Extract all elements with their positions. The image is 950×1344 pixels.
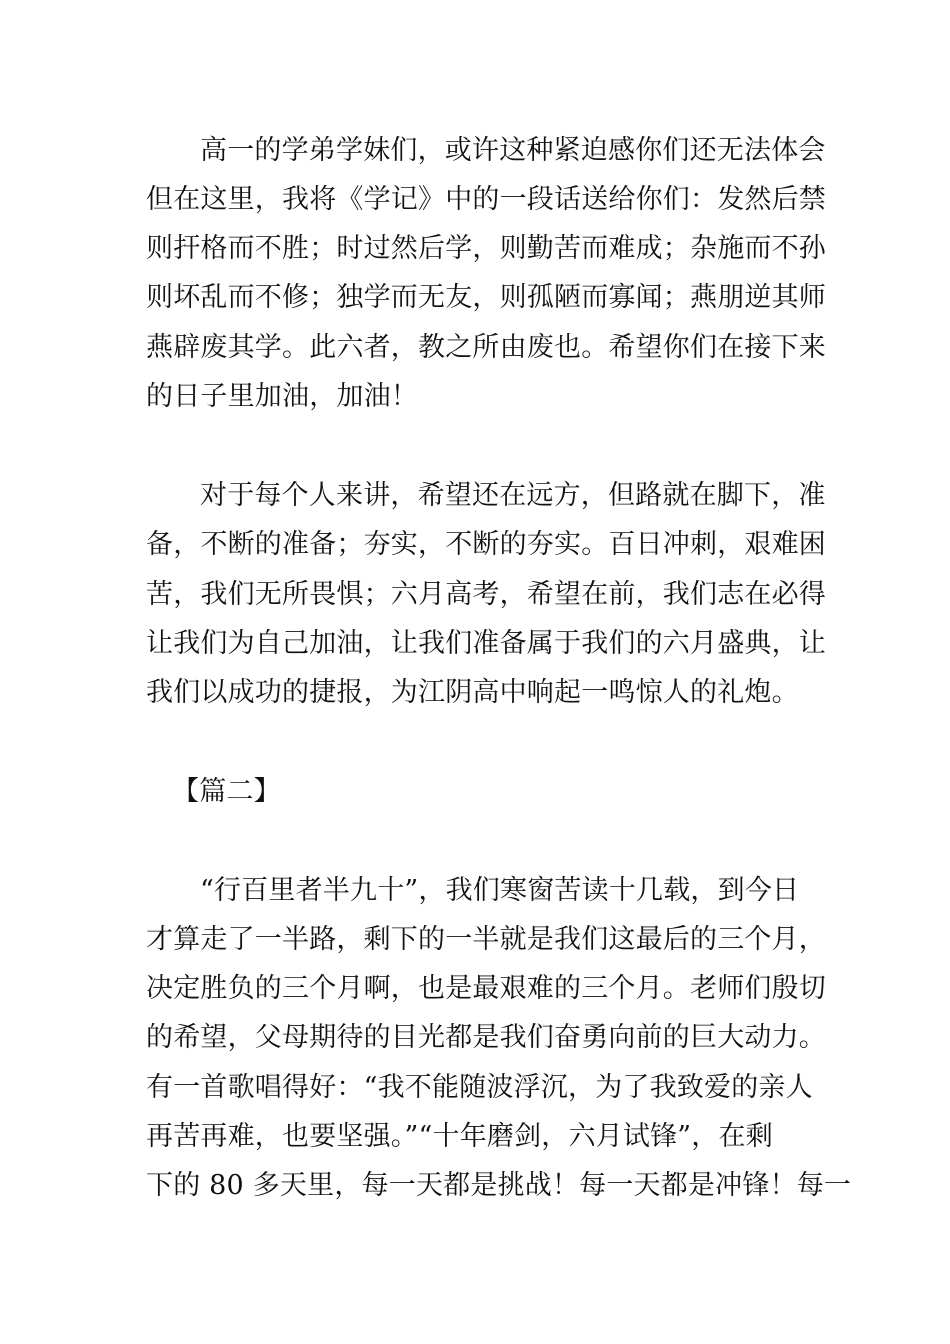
paragraph-3-line-1: “行百里者半九十”，我们寒窗苦读十几载，到今日 [200, 875, 800, 906]
paragraph-2-line-4: 让我们为自己加油，让我们准备属于我们的六月盛典，让 [146, 628, 826, 659]
paragraph-1-line-5: 燕辟废其学。此六者，教之所由废也。希望你们在接下来 [146, 332, 826, 363]
paragraph-2-line-5: 我们以成功的捷报，为江阴高中响起一鸣惊人的礼炮。 [146, 677, 799, 708]
paragraph-1-line-4: 则坏乱而不修；独学而无友，则孤陋而寡闻；燕朋逆其师 [146, 282, 826, 313]
paragraph-3-line-2: 才算走了一半路，剩下的一半就是我们这最后的三个月， [146, 924, 826, 955]
section-heading: 【篇二】 [172, 776, 281, 807]
paragraph-1-line-3: 则扞格而不胜；时过然后学，则勤苦而难成；杂施而不孙 [146, 233, 826, 264]
paragraph-3-line-5: 有一首歌唱得好：“我不能随波浮沉，为了我致爱的亲人 [146, 1072, 813, 1103]
paragraph-1-line-2: 但在这里，我将《学记》中的一段话送给你们：发然后禁 [146, 184, 826, 215]
paragraph-1-line-1: 高一的学弟学妹们，或许这种紧迫感你们还无法体会 [200, 135, 826, 166]
paragraph-2-line-2: 备，不断的准备；夯实，不断的夯实。百日冲刺，艰难困 [146, 529, 826, 560]
paragraph-3-line-3: 决定胜负的三个月啊，也是最艰难的三个月。老师们殷切 [146, 973, 826, 1004]
paragraph-2-line-3: 苦，我们无所畏惧；六月高考，希望在前，我们志在必得 [146, 579, 826, 610]
paragraph-3-line-7: 下的 80 多天里，每一天都是挑战！每一天都是冲锋！每一 [146, 1170, 852, 1201]
paragraph-2-line-1: 对于每个人来讲，希望还在远方，但路就在脚下，准 [200, 480, 826, 511]
paragraph-3-line-6: 再苦再难，也要坚强。”“十年磨剑，六月试锋”，在剩 [146, 1121, 773, 1152]
paragraph-3-line-4: 的希望，父母期待的目光都是我们奋勇向前的巨大动力。 [146, 1022, 826, 1053]
paragraph-1-line-6: 的日子里加油，加油！ [146, 381, 418, 412]
